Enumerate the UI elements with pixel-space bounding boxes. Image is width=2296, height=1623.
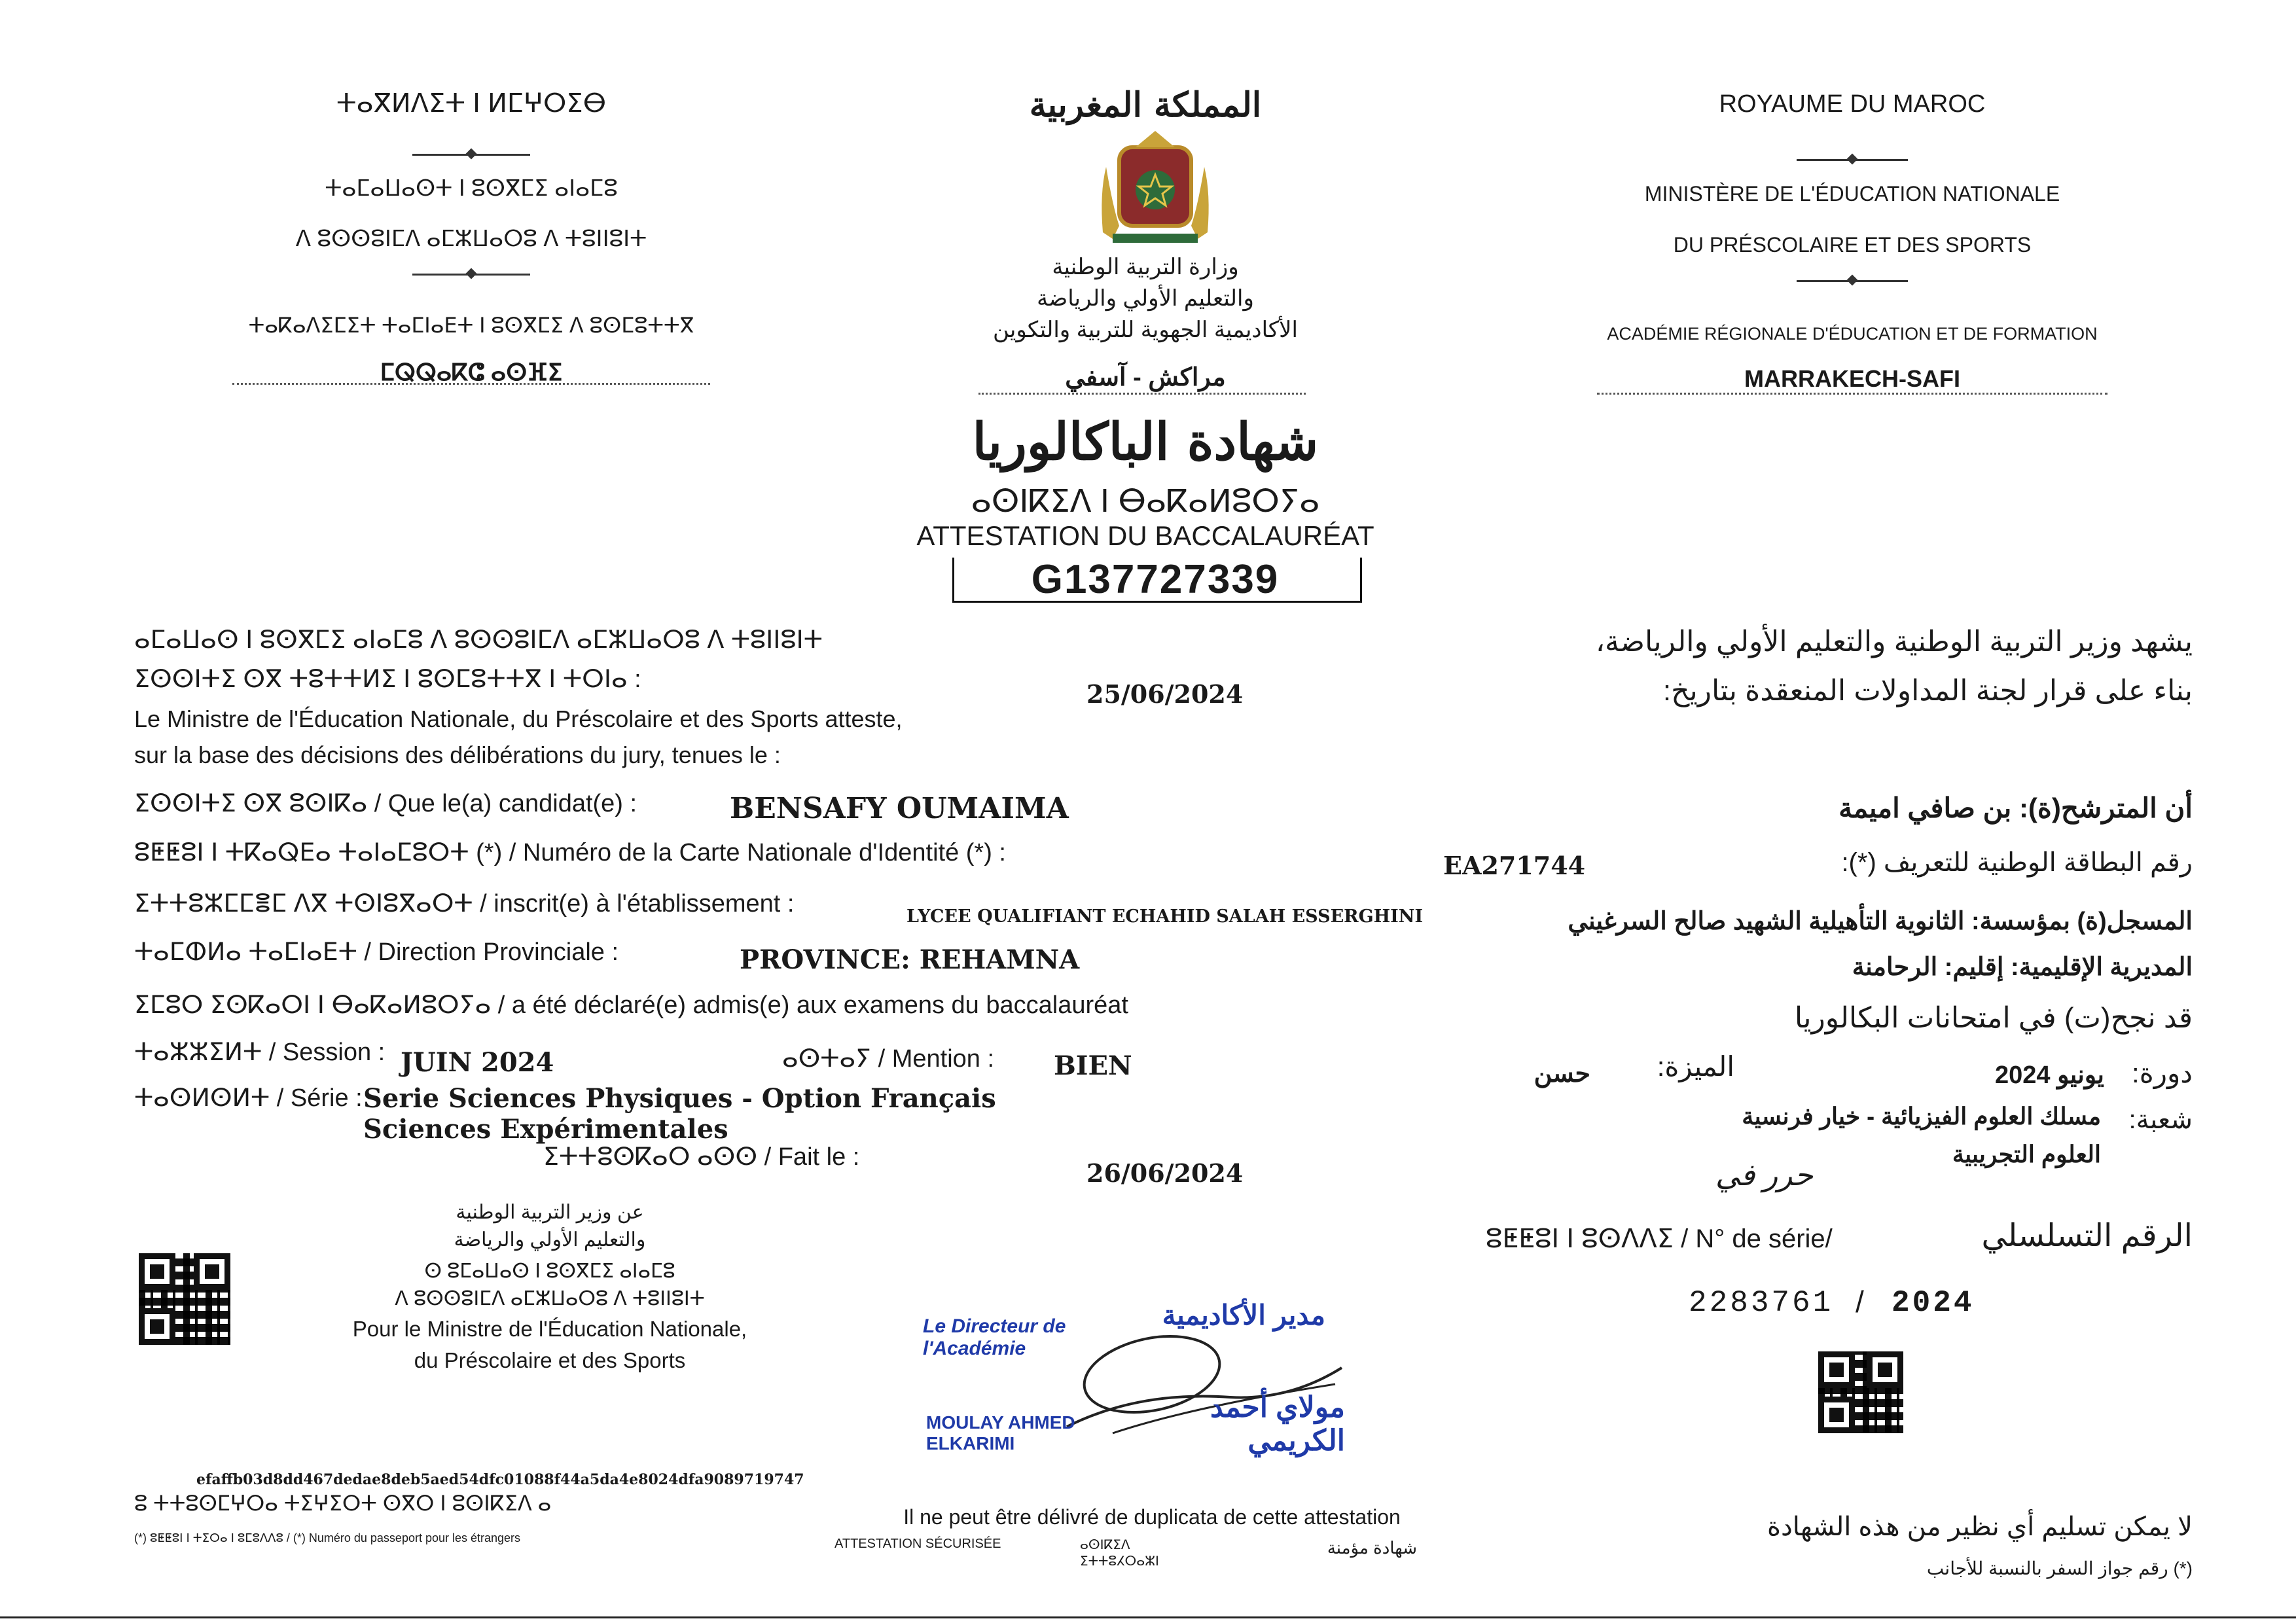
intro-fr-line2: sur la base des décisions des délibérations du jury, tenues le : [134,741,781,768]
header-center-academy: الأكاديمية الجهوية للتربية والتكوين [993,317,1298,342]
school-value: LYCEE QUALIFIANT ECHAHID SALAH ESSERGHINI [906,906,1424,927]
separator [1797,280,1908,282]
intro-ar-line1: يشهد وزير التربية الوطنية والتعليم الأولي والرياضة، [1595,626,2193,658]
certificate-title-fr: ATTESTATION DU BACCALAURÉAT [916,520,1374,551]
header-left-academy: ⵜⴰⴽⴰⴷⵉⵎⵉⵜ ⵜⴰⵎⵏⴰⴹⵜ ⵏ ⵓⵙⴳⵎⵉ ⴷ ⵓⵙⵎⵓⵜⵜⴳ [248,313,694,337]
header-right-title: ROYAUME DU MAROC [1719,90,1986,118]
serie-value-ar-1: مسلك العلوم الفيزيائية - خيار فرنسية [1742,1103,2101,1130]
header-left-ministry-1: ⵜⴰⵎⴰⵡⴰⵙⵜ ⵏ ⵓⵙⴳⵎⵉ ⴰⵏⴰⵎⵓ [325,176,618,201]
session-label-ar: دورة: [2132,1058,2193,1088]
candidate-label: ⵉⵙⵙⵏⵜⵉ ⵙⴳ ⵓⵙⵏⴽⴰ / Que le(a) candidat(e) : [134,790,637,817]
mention-value-ar: حسن [1534,1060,1590,1088]
cin-value: EA271744 [1443,851,1586,880]
cin-label-ar: رقم البطاقة الوطنية للتعريف (*): [1841,848,2193,877]
intro-tfng-line2: ⵉⵙⵙⵏⵜⵉ ⵙⴳ ⵜⵓⵜⵜⵍⵉ ⵏ ⵓⵙⵎⵓⵜⵜⴳ ⵏ ⵜⵔⵏⴰ : [134,666,641,693]
serial-label-ar: الرقم التسلسلي [1981,1219,2193,1253]
security-hash: efaffb03d8dd467dedae8deb5aed54dfc01088f44a5da4e8024dfa9089719747 [196,1471,804,1488]
direction-value: PROVINCE: REHAMNA [740,944,1080,975]
serie-label-ar: شعبة: [2128,1105,2193,1134]
fait-le-ar-handwritten: حرر في [1715,1158,1813,1192]
secure-label-tfng: ⴰⵙⵏⴽⵉⴷ ⵉⵜⵜⵓⵃⵔⴰⵣⵏ [1080,1538,1159,1569]
serial-number: 2283761 [1689,1286,1834,1320]
mention-label: ⴰⵙⵜⴰⵢ / Mention : [782,1045,995,1073]
dotted-line [978,393,1306,395]
candidate-name-ar: أن المترشح(ة): بن صافي اميمة [1839,793,2193,823]
header-right-ministry-1: MINISTÈRE DE L'ÉDUCATION NATIONALE [1644,182,2060,205]
certificate-number: G137727339 [1031,557,1280,602]
mention-label-ar: الميزة: [1657,1051,1734,1082]
bottom-border [0,1616,2296,1618]
session-value: JUIN 2024 [401,1047,554,1078]
intro-tfng-line1: ⴰⵎⴰⵡⴰⵙ ⵏ ⵓⵙⴳⵎⵉ ⴰⵏⴰⵎⵓ ⴷ ⵓⵙⵙⵓⵏⵎⴷ ⴰⵎⵣⵡⴰⵔⵓ ⴷ ⵜⵓⵏⵏⵓⵏⵜ [134,626,823,654]
certificate-title-ar: شهادة الباكالوريا [972,412,1319,472]
header-left-region: ⵎⵕⵕⴰⴽⵛ ⴰⵙⴼⵉ [380,359,563,385]
qr-code-right [1818,1351,1903,1433]
direction-ar: المديرية الإقليمية: إقليم: الرحامنة [1852,954,2193,981]
separator [412,274,530,276]
secure-label-fr: ATTESTATION SÉCURISÉE [834,1537,1001,1551]
header-center-title: المملكة المغربية [1029,85,1262,125]
serie-label: ⵜⴰⵙⵍⵙⵍⵜ / Série : [134,1084,363,1112]
for-minister-ar-1: عن وزير التربية الوطنية [456,1202,644,1223]
header-left-ministry-2: ⴷ ⵓⵙⵙⵓⵏⵎⴷ ⴰⵎⵣⵡⴰⵔⵓ ⴷ ⵜⵓⵏⵏⵓⵏⵜ [295,226,647,251]
director-label-fr: Le Directeur de l'Académie [923,1315,1066,1359]
intro-ar-line2: بناء على قرار لجنة المداولات المنعقدة بتاريخ: [1662,675,2193,707]
dotted-line [1597,393,2108,395]
director-name-ar: مولاي أحمد الكريمي [1210,1391,1345,1457]
for-minister-fr-2: du Préscolaire et des Sports [414,1348,686,1372]
intro-fr-line1: Le Ministre de l'Éducation Nationale, du Préscolaire et des Sports atteste, [134,705,903,732]
separator [412,154,530,156]
header-center-region: مراكش - آسفي [1065,364,1226,391]
for-minister-tfng-2: ⴷ ⵓⵙⵙⵓⵏⵎⴷ ⴰⵎⵣⵡⴰⵔⵓ ⴷ ⵜⵓⵏⵏⵓⵏⵜ [395,1288,705,1310]
secure-label-ar: شهادة مؤمنة [1327,1538,1417,1558]
serial-label: ⵓⵟⵟⵓⵏ ⵏ ⵓⵙⴷⴷⵉ / N° de série/ [1486,1224,1833,1253]
fait-le-label: ⵉⵜⵜⵓⵙⴽⴰⵔ ⴰⵙⵙ / Fait le : [543,1143,860,1171]
for-minister-fr-1: Pour le Ministre de l'Éducation Nationale, [352,1317,747,1341]
header-center-ministry-2: والتعليم الأولي والرياضة [1037,286,1254,311]
direction-label: ⵜⴰⵎⵀⵍⴰ ⵜⴰⵎⵏⴰⴹⵜ / Direction Provinciale : [134,938,619,966]
duplicata-note-fr: Il ne peut être délivré de duplicata de cette attestation [903,1505,1401,1529]
school-ar: المسجل(ة) بمؤسسة: الثانوية التأهيلية الشهيد صالح السرغيني [1568,908,2193,935]
deliberation-date: 25/06/2024 [1086,679,1244,709]
candidate-name: BENSAFY OUMAIMA [730,792,1069,825]
serial-year: 2024 [1892,1286,1975,1320]
serie-value-ar-2: العلوم التجريبية [1952,1141,2101,1168]
serie-value-1: Serie Sciences Physiques - Option Français [363,1083,996,1114]
duplicata-note-ar: لا يمكن تسليم أي نظير من هذه الشهادة [1767,1512,2193,1541]
fait-le-date: 26/06/2024 [1086,1158,1244,1188]
header-center-ministry-1: وزارة التربية الوطنية [1052,255,1239,279]
header-right-ministry-2: DU PRÉSCOLAIRE ET DES SPORTS [1673,233,2032,257]
footer-tfng-note: ⵓ ⵜⵜⵓⵙⵎⵖⵔⴰ ⵜⵉⵖⵉⵔⵜ ⵙⴳⵔ ⵏ ⵓⵙⵏⴽⵉⴷ ⴰ [134,1491,552,1515]
royal-emblem-icon [1100,128,1211,245]
passport-note-ar: (*) رقم جواز السفر بالنسبة للأجانب [1926,1558,2193,1578]
serie-value-2: Sciences Expérimentales [363,1114,728,1145]
serial-slash: / [1856,1285,1864,1319]
header-left-title: ⵜⴰⴳⵍⴷⵉⵜ ⵏ ⵍⵎⵖⵔⵉⴱ [336,89,607,118]
qr-code-left [139,1253,230,1345]
director-name-fr: MOULAY AHMED ELKARIMI [926,1412,1075,1454]
header-right-region: MARRAKECH-SAFI [1744,365,1960,392]
separator [1797,159,1908,161]
session-value-ar: يونيو 2024 [1995,1061,2104,1089]
director-label-ar: مدير الأكاديمية [1162,1300,1325,1330]
admitted-ar: قد نجح(ت) في امتحانات البكالوريا [1794,1002,2193,1034]
header-right-academy: ACADÉMIE RÉGIONALE D'ÉDUCATION ET DE FORMATION [1607,324,2098,344]
footer-passport-note: (*) ⵓⵟⵟⵓⵏ ⵏ ⵜⵉⵔⴰ ⵏ ⵓⵎⵓⴷⴷⵓ / (*) Numéro du passeport pour les étrangers [134,1531,521,1544]
school-label: ⵉⵜⵜⵓⵣⵎⵎⴻⵎ ⴷⴳ ⵜⵙⵏⵓⴳⴰⵔⵜ / inscrit(e) à l'établissement : [134,890,795,918]
for-minister-tfng-1: ⵙ ⵓⵎⴰⵡⴰⵙ ⵏ ⵓⵙⴳⵎⵉ ⴰⵏⴰⵎⵓ [424,1260,675,1282]
certificate-title-tfng: ⴰⵙⵏⴽⵉⴷ ⵏ ⴱⴰⴽⴰⵍⵓⵔⵢⴰ [971,484,1320,519]
for-minister-ar-2: والتعليم الأولي والرياضة [454,1229,646,1251]
cin-label: ⵓⵟⵟⵓⵏ ⵏ ⵜⴽⴰⵕⴹⴰ ⵜⴰⵏⴰⵎⵓⵔⵜ (*) / Numéro de la Carte Nationale d'Identité (*) : [134,839,1006,866]
session-label: ⵜⴰⵣⵣⵉⵍⵜ / Session : [134,1039,386,1066]
mention-value: BIEN [1054,1050,1132,1081]
admitted-label: ⵉⵎⵓⵔ ⵉⵙⴽⴰⵔⵏ ⵏ ⴱⴰⴽⴰⵍⵓⵔⵢⴰ / a été déclaré(e) admis(e) aux examens du baccalauréat [134,991,1128,1019]
